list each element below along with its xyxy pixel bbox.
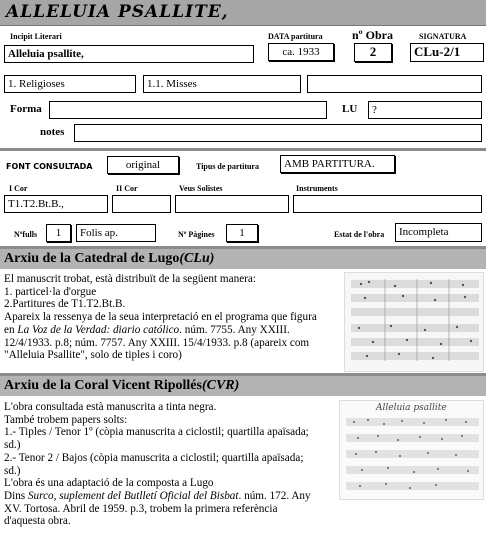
score-thumbnail[interactable] bbox=[344, 272, 484, 372]
text-line: 2.- Tenor 2 / Bajos (còpia manuscrita a ciclostil; quartilla apaïsada; bbox=[4, 451, 304, 464]
section2-text bbox=[4, 401, 311, 528]
section-code: (CLu) bbox=[179, 251, 215, 266]
text-line: "Alleluia Psallite", solo de tiples i coro) bbox=[4, 349, 182, 362]
notes-field[interactable] bbox=[74, 124, 482, 142]
section-code: (CVR) bbox=[201, 378, 240, 393]
pagines-field[interactable]: 1 bbox=[226, 224, 258, 242]
section-title: Arxiu de la Coral Vicent Ripollés bbox=[4, 378, 202, 393]
text-line: L'obra consultada està manuscrita a tinta negra. bbox=[4, 401, 217, 413]
text-line: Dins Surco, suplement del Butlletí Oficial del Bisbat. núm. 172. Any bbox=[4, 489, 311, 502]
text-line: 1.- Tiples / Tenor 1º (còpia manuscrita a ciclostil; quartilla apaïsada; bbox=[4, 426, 309, 439]
obra-field[interactable]: 2 bbox=[354, 43, 392, 62]
i-cor-field[interactable]: T1.T2.Bt.B., bbox=[4, 195, 108, 213]
thumbnail-title: Alleluia psallite bbox=[376, 403, 447, 413]
divider bbox=[0, 148, 486, 151]
text-line: L'obra és una adaptació de la composta a Lugo bbox=[4, 477, 214, 490]
incipit-field[interactable]: Alleluia psallite, bbox=[4, 45, 254, 63]
text-line: sd.) bbox=[4, 464, 21, 477]
publication-title: La Voz de la Verdad: diario católico bbox=[17, 323, 180, 336]
text-line: 1. particel·la d'orgue bbox=[4, 285, 97, 298]
text-line: Apareix la ressenya de la seua interpretació en el programa que figura bbox=[4, 311, 317, 324]
tipus-label: Tipus de partitura bbox=[196, 162, 259, 171]
manuscript-thumbnail[interactable] bbox=[339, 400, 484, 500]
text-line: sd.) bbox=[4, 439, 21, 452]
font-label: FONT CONSULTADA bbox=[6, 162, 93, 171]
tipus-field[interactable]: AMB PARTITURA. bbox=[280, 155, 395, 173]
section-header-coral-ripolles bbox=[0, 376, 486, 396]
section1-text bbox=[4, 273, 317, 362]
text-line: d'aquesta obra. bbox=[4, 515, 71, 528]
forma-field[interactable] bbox=[49, 101, 327, 119]
title-bar bbox=[0, 0, 486, 26]
section-title: Arxiu de la Catedral de Lugo bbox=[4, 251, 180, 266]
estat-field[interactable]: Incompleta bbox=[395, 223, 482, 242]
solistes-field[interactable] bbox=[175, 195, 289, 213]
data-label: DATA partitura bbox=[268, 32, 323, 41]
instruments-field[interactable] bbox=[293, 195, 482, 213]
folis-field[interactable]: Folis ap. bbox=[76, 224, 156, 242]
solistes-label: Veus Solistes bbox=[179, 184, 223, 193]
lu-label: LU bbox=[342, 103, 358, 115]
text-line: XV. Tortosa. Abril de 1959. p.3, trobem la primera referència bbox=[4, 502, 278, 515]
font-field[interactable]: original bbox=[107, 156, 179, 174]
page-title: ALLELUIA PSALLITE, bbox=[6, 2, 229, 22]
pagines-label: Nº Pàgines bbox=[178, 230, 215, 239]
section-header-catedral-lugo bbox=[0, 249, 486, 269]
fulls-label: Nºfulls bbox=[14, 230, 38, 239]
lu-field[interactable]: ? bbox=[368, 101, 482, 119]
notes-label: notes bbox=[40, 126, 65, 138]
incipit-label: Incipit Literari bbox=[10, 32, 62, 41]
publication-title: Surco, suplement del Butlletí Oficial del Bisbat bbox=[27, 489, 239, 502]
category-field-2[interactable]: 1.1. Misses bbox=[143, 75, 301, 93]
forma-label: Forma bbox=[10, 103, 42, 115]
fulls-field[interactable]: 1 bbox=[46, 224, 71, 242]
instruments-label: Instruments bbox=[296, 184, 338, 193]
i-cor-label: I Cor bbox=[9, 184, 28, 193]
score-image bbox=[345, 273, 484, 372]
estat-label: Estat de l'obra bbox=[334, 230, 385, 239]
text-line: També trobem papers solts: bbox=[4, 413, 128, 426]
text-line: 2.Partitures de T1.T2.Bt.B. bbox=[4, 298, 126, 311]
category-field-1[interactable]: 1. Religioses bbox=[4, 75, 136, 93]
manuscript-image bbox=[340, 401, 484, 500]
signatura-label: SIGNATURA bbox=[419, 32, 467, 41]
category-field-3[interactable] bbox=[307, 75, 482, 93]
obra-label: nº Obra bbox=[352, 28, 393, 42]
data-field[interactable]: ca. 1933 bbox=[268, 43, 334, 61]
text-line: El manuscrit trobat, està distribuït de la següent manera: bbox=[4, 273, 256, 285]
text-line: 12/4/1933. p.8; núm. 7757. Any XXIII. 15/4/1933. p.8 (apareix com bbox=[4, 336, 310, 349]
ii-cor-field[interactable] bbox=[112, 195, 171, 213]
ii-cor-label: II Cor bbox=[116, 184, 138, 193]
text-line: en La Voz de la Verdad: diario católico. núm. 7755. Any XXIII. bbox=[4, 323, 290, 336]
signatura-field[interactable]: CLu-2/1 bbox=[410, 43, 484, 62]
